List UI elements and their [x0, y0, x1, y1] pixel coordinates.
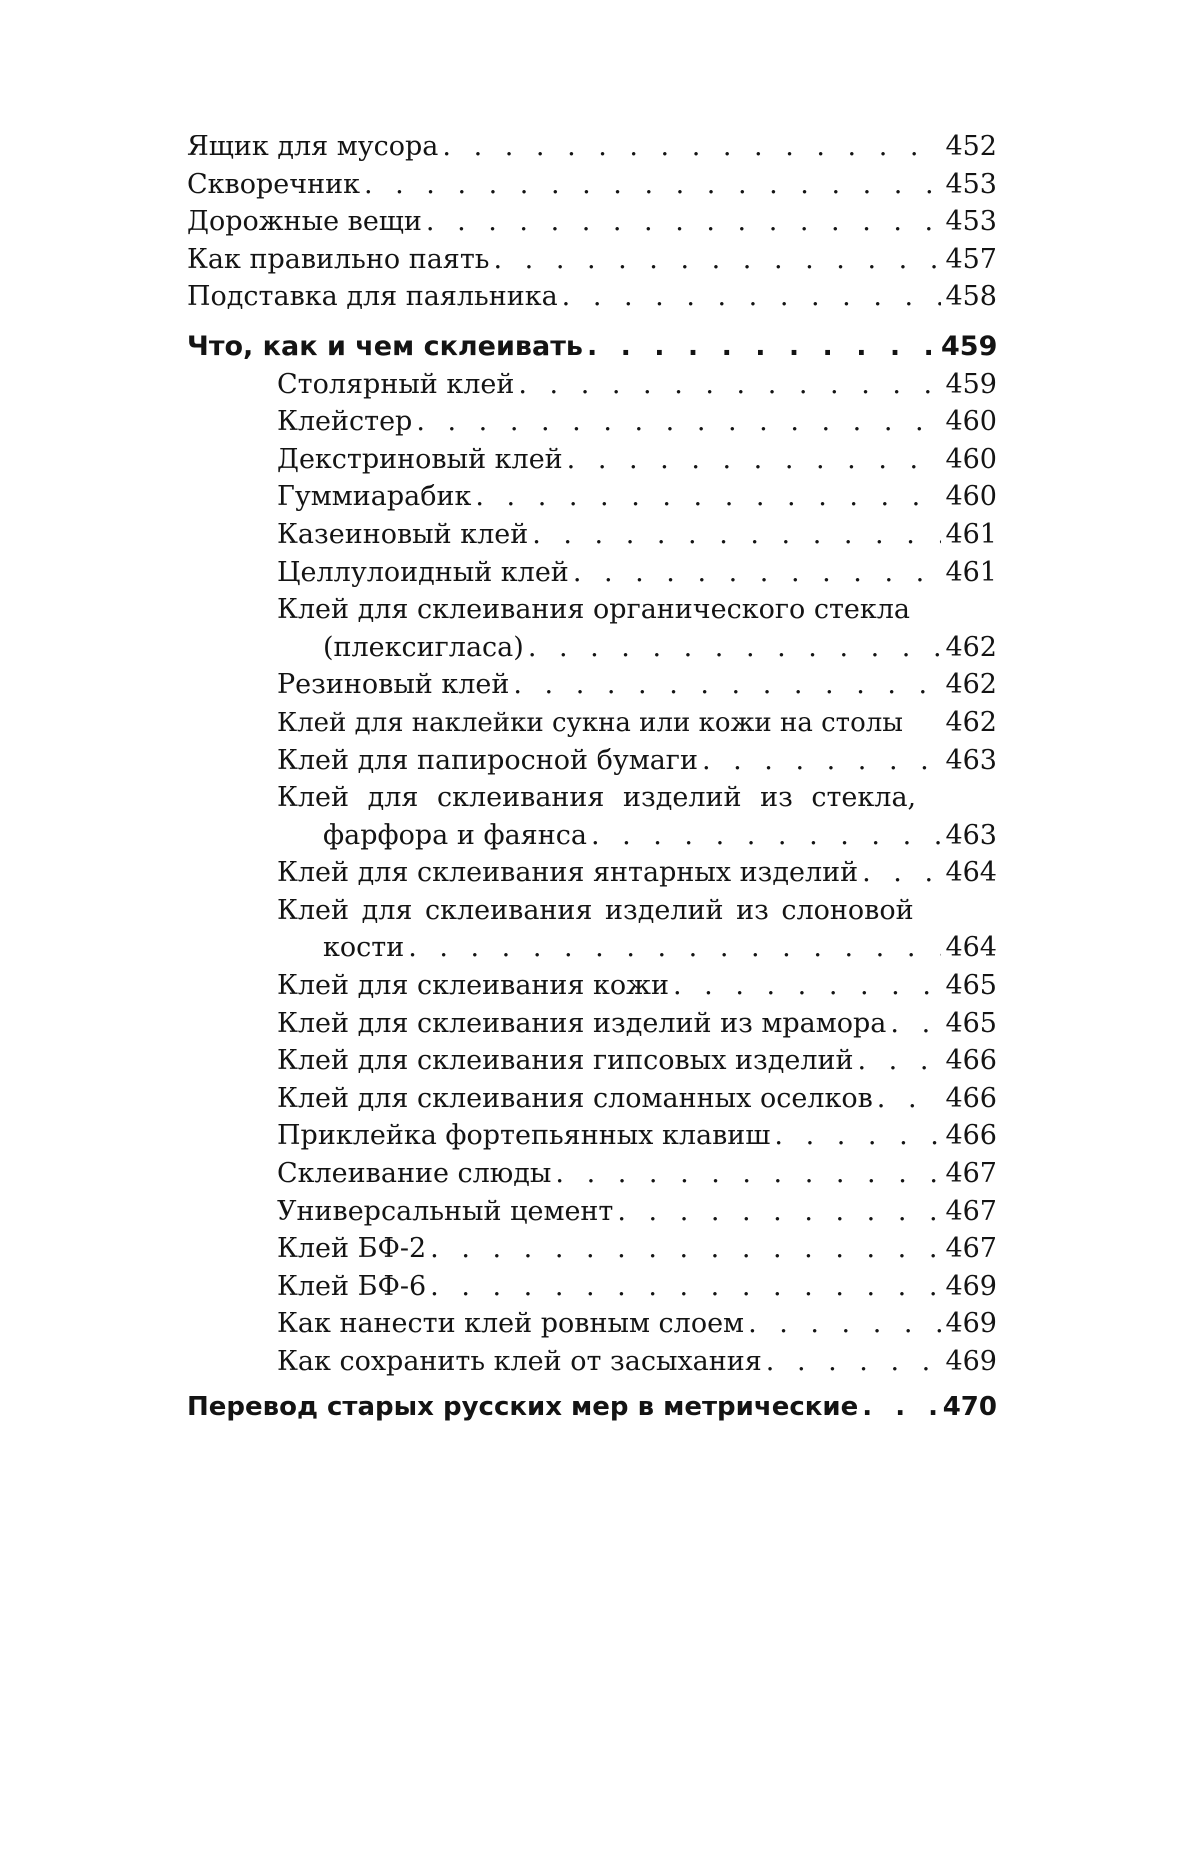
toc-entry-page: 462 [945, 706, 997, 738]
toc-entry-page: 452 [945, 131, 997, 162]
toc-entry [187, 666, 997, 704]
leader-dots [613, 1193, 941, 1231]
toc-entry-title: Как сохранить клей от засыхания [277, 1346, 762, 1377]
toc-entry-title: Клей для склеивания кожи [277, 970, 669, 1002]
toc-entry-title: Клей для папиросной бумаги [277, 744, 698, 776]
toc-entry [187, 478, 997, 516]
leader-dots [426, 1268, 941, 1306]
toc-section-heading [187, 328, 997, 366]
toc-entry-page: 458 [945, 281, 997, 313]
leader-dots [360, 166, 941, 204]
toc-entry [187, 1230, 997, 1268]
toc-entry-page: 457 [945, 243, 997, 275]
leader-dots [858, 1389, 941, 1427]
toc-entry-page: 460 [945, 406, 997, 438]
toc-entry-page: 467 [945, 1233, 997, 1265]
leader-dots [558, 278, 941, 316]
leader-dots [563, 441, 941, 479]
toc-entry-line1 [187, 779, 997, 817]
toc-entry-title: Как правильно паять [187, 243, 490, 275]
toc-entry-title: фарфора и фаянса [323, 819, 587, 851]
toc-entry-title: Как нанести клей ровным слоем [277, 1308, 745, 1340]
leader-dots [698, 742, 941, 780]
leader-dots [528, 516, 941, 554]
toc-entry-page: 466 [945, 1120, 997, 1152]
leader-dots [489, 241, 941, 279]
toc-entry-title: Клей БФ-6 [277, 1270, 427, 1302]
toc-entry-page: 467 [945, 1158, 997, 1190]
leader-dots [770, 1117, 941, 1155]
toc-entry-title: Универсальный цемент [277, 1195, 614, 1227]
toc-entry [187, 128, 997, 166]
toc-entry [187, 1193, 997, 1231]
toc-entry-line1 [187, 892, 997, 930]
leader-dots [438, 128, 941, 166]
leader-dots [471, 478, 941, 516]
toc-entry [187, 629, 997, 667]
toc-entry-title: Скворечник [187, 168, 360, 200]
toc-entry-page: 469 [945, 1270, 997, 1302]
toc-entry-title: Столярный клей [277, 368, 515, 400]
toc-entry-page: 470 [942, 1391, 997, 1422]
toc-entry-title: Клей для наклейки сукна или кожи на столы [277, 707, 903, 738]
toc-entry-page: 463 [945, 744, 997, 776]
toc-entry-title: Резиновый клей [277, 669, 510, 701]
toc-entry-page: 461 [945, 518, 997, 550]
leader-dots [426, 1230, 941, 1268]
toc-entry-page: 453 [945, 168, 997, 200]
toc-entry-title: Приклейка фортепьянных клавиш [277, 1120, 771, 1152]
toc-entry [187, 516, 997, 554]
toc-entry-title: Клей для склеивания органического стекла [277, 594, 911, 626]
toc-entry [187, 203, 997, 241]
toc-entry-title: Гуммиарабик [277, 481, 472, 513]
leader-dots [551, 1155, 941, 1193]
toc-entry [187, 854, 997, 892]
toc-entry [187, 1268, 997, 1306]
toc-entry-page: 469 [945, 1346, 997, 1377]
toc-entry [187, 366, 997, 404]
toc-entry-page: 453 [945, 206, 997, 238]
toc-entry-title: Декстриновый клей [277, 443, 563, 475]
toc-entry-title: Что, как и чем склеивать [187, 330, 583, 362]
toc-entry-title: Подставка для паяльника [187, 281, 558, 313]
leader-dots [569, 554, 941, 592]
toc-entry [187, 1305, 997, 1343]
leader-dots [583, 328, 941, 366]
toc-entry-title: Дорожные вещи [187, 206, 422, 238]
toc-entry [187, 704, 997, 742]
toc-entry [187, 742, 997, 780]
toc-entry [187, 441, 997, 479]
leader-dots [873, 1080, 941, 1118]
toc-entry [187, 554, 997, 592]
toc-entry [187, 1042, 997, 1080]
toc-entry-title: Перевод старых русских мер в метрические [187, 1391, 859, 1422]
toc-entry-page: 462 [945, 669, 997, 701]
leader-dots [669, 967, 941, 1005]
toc-entry-page: 464 [945, 932, 997, 964]
toc-entry [187, 1117, 997, 1155]
toc-entry-title: Ящик для мусора [187, 131, 439, 162]
toc-entry-page: 459 [945, 368, 997, 400]
toc-entry-title: Казеиновый клей [277, 518, 529, 550]
leader-dots [422, 203, 941, 241]
toc-entry-title: Клей для склеивания гипсовых изделий [277, 1045, 854, 1077]
toc-entry [187, 929, 997, 967]
toc-entry-page: 469 [945, 1308, 997, 1340]
toc-entry-page: 459 [941, 330, 998, 362]
table-of-contents [187, 128, 997, 1426]
toc-entry [187, 817, 997, 855]
toc-entry-page: 462 [945, 631, 997, 663]
toc-entry-page: 465 [945, 1007, 997, 1039]
leader-dots [514, 366, 941, 404]
leader-dots [858, 854, 941, 892]
leader-dots [854, 1042, 941, 1080]
toc-entry-title: Клей для склеивания янтарных изделий [277, 857, 859, 889]
leader-dots [509, 666, 941, 704]
leader-dots [886, 1005, 941, 1043]
toc-entry-title: Склеивание слюды [277, 1158, 552, 1190]
toc-entry-page: 464 [945, 857, 997, 889]
toc-entry-title: Клей для склеивания изделий из мрамора [277, 1007, 887, 1039]
leader-dots [524, 629, 941, 667]
toc-entry [187, 403, 997, 441]
toc-entry [187, 241, 997, 279]
toc-entry-page: 460 [945, 481, 997, 513]
toc-entry-title: Целлулоидный клей [277, 556, 569, 588]
toc-entry-page: 461 [945, 556, 997, 588]
toc-entry-title: Клей для склеивания сломанных оселков [277, 1082, 873, 1114]
toc-entry-title: Клейстер [277, 406, 413, 438]
toc-entry-page: 463 [945, 819, 997, 851]
toc-entry-title: (плексигласа) [323, 631, 524, 663]
toc-entry [187, 1155, 997, 1193]
toc-entry [187, 166, 997, 204]
toc-entry [187, 1005, 997, 1043]
toc-entry-page: 467 [945, 1195, 997, 1227]
leader-dots [404, 929, 941, 967]
toc-entry-page: 466 [945, 1082, 997, 1114]
leader-dots [587, 817, 941, 855]
toc-entry-line1 [187, 591, 997, 629]
toc-section-heading [187, 1389, 997, 1427]
toc-entry-title: Клей для склеивания изделий из стекла, [277, 782, 917, 814]
toc-entry [187, 278, 997, 316]
toc-entry-title: кости [323, 932, 405, 964]
leader-dots [744, 1305, 941, 1343]
toc-entry-title: Клей для склеивания изделий из слоновой [277, 894, 914, 926]
toc-entry-page: 460 [945, 443, 997, 475]
toc-entry [187, 1343, 997, 1381]
toc-entry-page: 466 [945, 1045, 997, 1077]
toc-entry-title: Клей БФ-2 [277, 1233, 427, 1265]
leader-dots [762, 1343, 941, 1381]
toc-entry-page: 465 [945, 970, 997, 1002]
toc-entry [187, 967, 997, 1005]
leader-dots [412, 403, 941, 441]
toc-entry [187, 1080, 997, 1118]
